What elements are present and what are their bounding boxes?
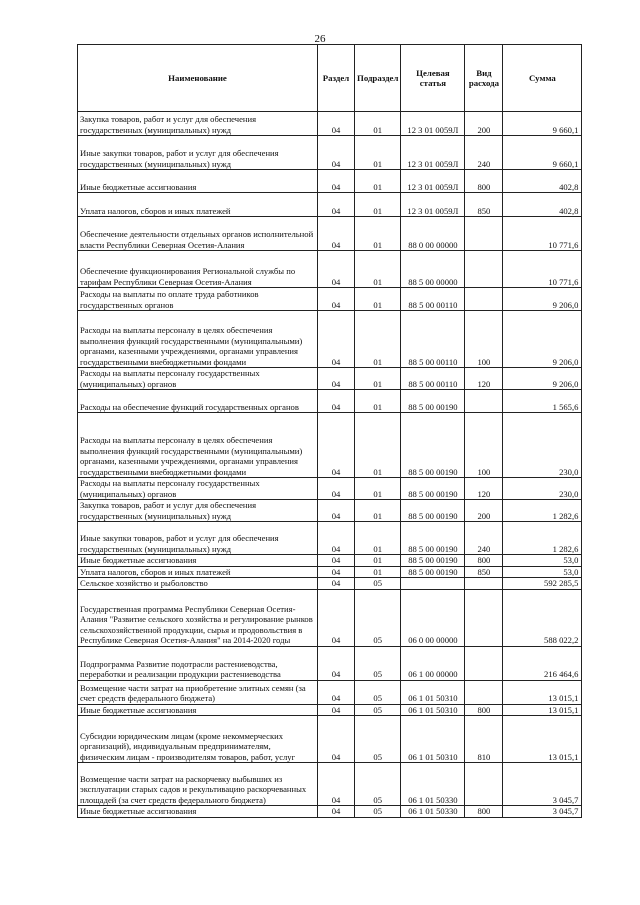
row-target: 88 0 00 00000 — [401, 217, 465, 251]
table-row — [78, 193, 582, 217]
row-section: 04 — [318, 763, 355, 806]
row-target: 88 5 00 00000 — [401, 251, 465, 288]
table-row — [78, 251, 582, 288]
row-subsection: 01 — [355, 136, 401, 170]
row-subsection: 05 — [355, 578, 401, 590]
header-expense-type: Вид расхода — [465, 45, 503, 112]
row-sum: 13 015,1 — [503, 704, 582, 716]
row-section: 04 — [318, 500, 355, 522]
row-target: 88 5 00 00190 — [401, 390, 465, 413]
row-name: Закупка товаров, работ и услуг для обеспечения государственных (муниципальных) нужд — [78, 112, 318, 136]
row-target: 88 5 00 00110 — [401, 368, 465, 390]
row-name: Расходы на выплаты персоналу в целях обеспечения выполнения функций государственными (муниципальными) органами, казенными учреждениями, органами управления государственными внебюджетными фондами — [78, 311, 318, 368]
table-row — [78, 806, 582, 818]
row-target: 88 5 00 00190 — [401, 566, 465, 578]
row-name: Иные бюджетные ассигнования — [78, 704, 318, 716]
row-name: Расходы на выплаты персоналу в целях обеспечения выполнения функций государственными (муниципальными) органами, казенными учреждениями, органами управления государственными внебюджетными фондами — [78, 413, 318, 478]
row-subsection: 05 — [355, 680, 401, 704]
table-row — [78, 566, 582, 578]
row-target: 06 1 00 00000 — [401, 646, 465, 680]
row-name: Сельское хозяйство и рыболовство — [78, 578, 318, 590]
row-target: 06 1 01 50330 — [401, 763, 465, 806]
row-name: Уплата налогов, сборов и иных платежей — [78, 566, 318, 578]
table-row — [78, 478, 582, 500]
row-sum: 13 015,1 — [503, 680, 582, 704]
row-expense-type: 800 — [465, 806, 503, 818]
header-subsection: Подраздел — [355, 45, 401, 112]
row-expense-type: 850 — [465, 566, 503, 578]
row-name: Возмещение части затрат на раскорчевку выбывших из эксплуатации старых садов и рекультивацию раскорчеванных площадей (за счет средств федерального бюджета) — [78, 763, 318, 806]
row-section: 04 — [318, 716, 355, 763]
row-name: Подпрограмма Развитие подотрасли растениеводства, переработки и реализации продукции растениеводства — [78, 646, 318, 680]
table-row — [78, 288, 582, 311]
row-target: 88 5 00 00110 — [401, 311, 465, 368]
row-sum: 3 045,7 — [503, 763, 582, 806]
row-section: 04 — [318, 566, 355, 578]
row-section: 04 — [318, 217, 355, 251]
row-name: Уплата налогов, сборов и иных платежей — [78, 193, 318, 217]
table-row — [78, 646, 582, 680]
row-expense-type: 100 — [465, 311, 503, 368]
row-section: 04 — [318, 368, 355, 390]
row-name: Иные закупки товаров, работ и услуг для обеспечения государственных (муниципальных) нужд — [78, 136, 318, 170]
row-subsection: 05 — [355, 646, 401, 680]
table-row — [78, 589, 582, 646]
row-subsection: 05 — [355, 806, 401, 818]
row-target: 88 5 00 00190 — [401, 413, 465, 478]
row-section: 04 — [318, 522, 355, 555]
row-sum: 9 660,1 — [503, 136, 582, 170]
row-target: 88 5 00 00110 — [401, 288, 465, 311]
row-name: Обеспечение деятельности отдельных органов исполнительной власти Республики Северная Осетия-Алания — [78, 217, 318, 251]
table-row — [78, 763, 582, 806]
row-subsection: 01 — [355, 368, 401, 390]
row-name: Иные бюджетные ассигнования — [78, 555, 318, 567]
row-section: 04 — [318, 806, 355, 818]
row-section: 04 — [318, 704, 355, 716]
row-subsection: 01 — [355, 193, 401, 217]
row-section: 04 — [318, 112, 355, 136]
table-row — [78, 413, 582, 478]
header-sum: Сумма — [503, 45, 582, 112]
row-subsection: 01 — [355, 566, 401, 578]
row-name: Иные бюджетные ассигнования — [78, 806, 318, 818]
row-name: Расходы на выплаты по оплате труда работников государственных органов — [78, 288, 318, 311]
row-sum: 53,0 — [503, 555, 582, 567]
row-sum: 13 015,1 — [503, 716, 582, 763]
row-subsection: 05 — [355, 589, 401, 646]
row-target — [401, 578, 465, 590]
row-sum: 592 285,5 — [503, 578, 582, 590]
row-sum: 1 282,6 — [503, 500, 582, 522]
header-name: Наименование — [78, 45, 318, 112]
table-row — [78, 311, 582, 368]
row-name: Государственная программа Республики Северная Осетия-Алания "Развитие сельского хозяйства и регулирование рынков сельскохозяйственной продукции, сырья и продовольствия в Республике Северная Осетия-Алания" на 2014-2020 годы — [78, 589, 318, 646]
row-subsection: 01 — [355, 311, 401, 368]
row-target: 06 1 01 50330 — [401, 806, 465, 818]
row-sum: 402,8 — [503, 193, 582, 217]
row-section: 04 — [318, 170, 355, 193]
table-row — [78, 578, 582, 590]
row-section: 04 — [318, 136, 355, 170]
row-expense-type: 800 — [465, 704, 503, 716]
row-expense-type — [465, 646, 503, 680]
row-subsection: 01 — [355, 288, 401, 311]
row-subsection: 01 — [355, 522, 401, 555]
table-row — [78, 136, 582, 170]
row-subsection: 01 — [355, 555, 401, 567]
row-target: 12 3 01 0059Л — [401, 112, 465, 136]
row-name: Обеспечение функционирования Региональной службы по тарифам Республики Северная Осетия-Алания — [78, 251, 318, 288]
row-subsection: 01 — [355, 500, 401, 522]
table-row — [78, 217, 582, 251]
row-section: 04 — [318, 478, 355, 500]
row-expense-type: 240 — [465, 136, 503, 170]
row-sum: 402,8 — [503, 170, 582, 193]
row-expense-type: 850 — [465, 193, 503, 217]
row-name: Расходы на выплаты персоналу государственных (муниципальных) органов — [78, 368, 318, 390]
row-subsection: 01 — [355, 112, 401, 136]
row-subsection: 05 — [355, 763, 401, 806]
table-row — [78, 500, 582, 522]
row-expense-type — [465, 578, 503, 590]
row-target: 06 1 01 50310 — [401, 716, 465, 763]
row-sum: 230,0 — [503, 478, 582, 500]
row-target: 06 1 01 50310 — [401, 680, 465, 704]
budget-table — [77, 44, 582, 818]
row-section: 04 — [318, 680, 355, 704]
row-expense-type — [465, 217, 503, 251]
row-sum: 9 206,0 — [503, 288, 582, 311]
row-expense-type: 100 — [465, 413, 503, 478]
row-name: Расходы на выплаты персоналу государственных (муниципальных) органов — [78, 478, 318, 500]
row-expense-type: 800 — [465, 170, 503, 193]
row-target: 88 5 00 00190 — [401, 500, 465, 522]
row-subsection: 01 — [355, 251, 401, 288]
row-target: 12 3 01 0059Л — [401, 136, 465, 170]
table-row — [78, 170, 582, 193]
row-sum: 10 771,6 — [503, 217, 582, 251]
table-row — [78, 368, 582, 390]
row-section: 04 — [318, 555, 355, 567]
row-target: 12 3 01 0059Л — [401, 170, 465, 193]
row-section: 04 — [318, 413, 355, 478]
row-expense-type — [465, 251, 503, 288]
row-section: 04 — [318, 288, 355, 311]
row-expense-type: 800 — [465, 555, 503, 567]
row-subsection: 01 — [355, 413, 401, 478]
row-expense-type: 240 — [465, 522, 503, 555]
row-name: Возмещение части затрат на приобретение элитных семян (за счет средств федерального бюджета) — [78, 680, 318, 704]
row-sum: 230,0 — [503, 413, 582, 478]
row-expense-type: 120 — [465, 478, 503, 500]
row-target: 88 5 00 00190 — [401, 522, 465, 555]
row-subsection: 01 — [355, 390, 401, 413]
row-target: 06 1 01 50310 — [401, 704, 465, 716]
row-expense-type — [465, 763, 503, 806]
row-target: 88 5 00 00190 — [401, 478, 465, 500]
row-target: 06 0 00 00000 — [401, 589, 465, 646]
row-sum: 1 282,6 — [503, 522, 582, 555]
row-subsection: 01 — [355, 478, 401, 500]
row-expense-type — [465, 390, 503, 413]
row-sum: 216 464,6 — [503, 646, 582, 680]
row-target: 88 5 00 00190 — [401, 555, 465, 567]
row-sum: 9 206,0 — [503, 311, 582, 368]
row-name: Субсидии юридическим лицам (кроме некоммерческих организаций), индивидуальным предпринимателям, физическим лицам - производителям товаров, работ, услуг — [78, 716, 318, 763]
row-expense-type: 200 — [465, 500, 503, 522]
row-section: 04 — [318, 589, 355, 646]
row-subsection: 05 — [355, 704, 401, 716]
row-expense-type: 810 — [465, 716, 503, 763]
page-number: 26 — [314, 33, 326, 45]
row-section: 04 — [318, 578, 355, 590]
row-name: Закупка товаров, работ и услуг для обеспечения государственных (муниципальных) нужд — [78, 500, 318, 522]
table-row — [78, 555, 582, 567]
table-row — [78, 390, 582, 413]
row-sum: 588 022,2 — [503, 589, 582, 646]
row-expense-type — [465, 680, 503, 704]
row-section: 04 — [318, 390, 355, 413]
row-sum: 1 565,6 — [503, 390, 582, 413]
row-section: 04 — [318, 646, 355, 680]
table-row — [78, 680, 582, 704]
row-section: 04 — [318, 193, 355, 217]
row-section: 04 — [318, 311, 355, 368]
row-sum: 10 771,6 — [503, 251, 582, 288]
row-subsection: 05 — [355, 716, 401, 763]
row-subsection: 01 — [355, 170, 401, 193]
row-expense-type — [465, 288, 503, 311]
header-section: Раздел — [318, 45, 355, 112]
row-sum: 3 045,7 — [503, 806, 582, 818]
row-sum: 9 660,1 — [503, 112, 582, 136]
row-target: 12 3 01 0059Л — [401, 193, 465, 217]
row-name: Иные закупки товаров, работ и услуг для обеспечения государственных (муниципальных) нужд — [78, 522, 318, 555]
table-row — [78, 112, 582, 136]
row-name: Расходы на обеспечение функций государственных органов — [78, 390, 318, 413]
table-header-row — [78, 45, 582, 112]
row-expense-type: 120 — [465, 368, 503, 390]
row-sum: 9 206,0 — [503, 368, 582, 390]
row-sum: 53,0 — [503, 566, 582, 578]
header-target: Целевая статья — [401, 45, 465, 112]
table-row — [78, 716, 582, 763]
table-row — [78, 704, 582, 716]
row-section: 04 — [318, 251, 355, 288]
table-row — [78, 522, 582, 555]
row-expense-type: 200 — [465, 112, 503, 136]
row-expense-type — [465, 589, 503, 646]
row-name: Иные бюджетные ассигнования — [78, 170, 318, 193]
row-subsection: 01 — [355, 217, 401, 251]
